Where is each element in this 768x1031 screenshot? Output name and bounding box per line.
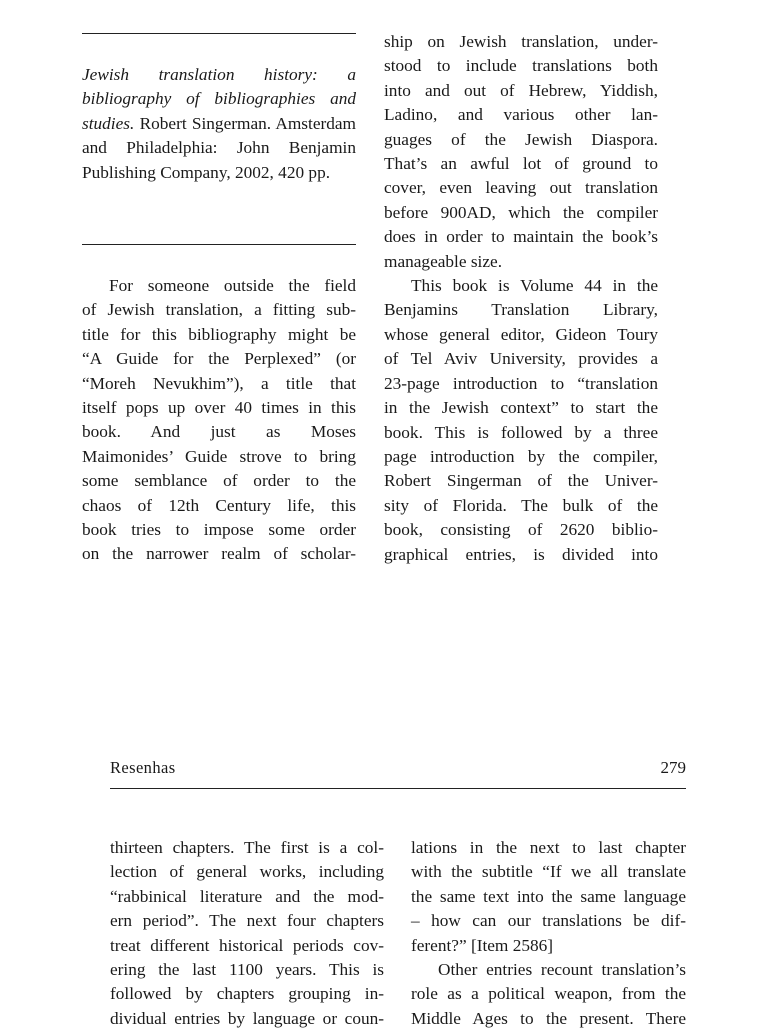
review-line: on the narrower realm of scholar-	[82, 544, 356, 564]
review-line: 23-page introduction to “translation	[384, 373, 658, 393]
body-line: ering the last 1100 years. This is	[110, 960, 384, 980]
review-line: whose general editor, Gideon Toury	[384, 324, 658, 344]
body-line: dividual entries by language or coun-	[110, 1008, 384, 1028]
review-line: graphical entries, is divided into	[384, 544, 658, 564]
review-line: title for this bibliography might be	[82, 324, 356, 344]
body-line: Other entries recount translation’s	[438, 960, 686, 980]
citation-top-rule	[82, 33, 356, 34]
review-line: before 900AD, which the compiler	[384, 202, 658, 222]
review-line: book, consisting of 2620 biblio-	[384, 520, 658, 540]
page-number: 279	[660, 758, 686, 777]
review-line: book. And just as Moses	[82, 422, 356, 442]
review-line: For someone outside the field	[109, 276, 356, 295]
review-line: “A Guide for the Perplexed” (or	[82, 349, 356, 369]
citation-bottom-rule	[82, 244, 356, 245]
review-line: book tries to impose some order	[82, 520, 356, 540]
next-page-left-column	[110, 836, 384, 1031]
review-line: some semblance of order to the	[82, 471, 356, 491]
review-line: book. This is followed by a three	[384, 422, 658, 442]
review-line: does in order to maintain the book’s	[384, 227, 658, 247]
review-left-column	[82, 274, 356, 567]
body-line: Middle Ages to the present. There	[411, 1008, 686, 1028]
body-line: treat different historical periods cov-	[110, 935, 384, 955]
review-line: in the Jewish context” to start the	[384, 398, 658, 418]
review-line: cover, even leaving out translation	[384, 178, 658, 198]
review-right-column	[384, 30, 658, 567]
body-line: role as a political weapon, from the	[411, 984, 686, 1004]
running-header-rule	[110, 788, 686, 789]
review-line: That’s an awful lot of ground to	[384, 154, 658, 174]
body-line: lection of general works, including	[110, 862, 384, 882]
body-line: “rabbinical literature and the mod-	[110, 886, 384, 906]
review-line: ship on Jewish translation, under-	[384, 32, 658, 51]
review-line: manageable size.	[384, 251, 503, 271]
review-line: Benjamins Translation Library,	[384, 300, 658, 320]
book-details: Robert Singerman. Amsterdam and Philadelphia: John Benjamin Publishing Company, 2002, 420 pp.	[82, 113, 356, 182]
review-line: “Moreh Nevukhim”), a title that	[82, 373, 356, 393]
body-line: ern period”. The next four chapters	[110, 911, 384, 931]
book-title: Jewish translation history: a bibliography of bibliographies and studies.	[82, 65, 356, 133]
review-line: sity of Florida. The bulk of the	[384, 495, 658, 515]
review-line: page introduction by the compiler,	[384, 446, 658, 466]
body-line: with the subtitle “If we all translate	[411, 862, 686, 882]
section-name: Resenhas	[110, 758, 176, 777]
review-line: chaos of 12th Century life, this	[82, 495, 356, 515]
body-line: the same text into the same language	[411, 886, 686, 906]
review-line: Robert Singerman of the Univer-	[384, 471, 658, 491]
review-line: of Tel Aviv University, provides a	[384, 349, 658, 369]
next-page-right-column	[411, 836, 686, 1031]
review-line: itself pops up over 40 times in this	[82, 398, 356, 418]
review-line: into and out of Hebrew, Yiddish,	[384, 80, 658, 100]
body-line: ferent?” [Item 2586]	[411, 935, 554, 955]
review-line: Ladino, and various other lan-	[384, 105, 658, 125]
body-line: followed by chapters grouping in-	[110, 984, 384, 1004]
body-line: – how can our translations be dif-	[411, 911, 686, 931]
review-line: This book is Volume 44 in the	[411, 276, 658, 296]
body-line: lations in the next to last chapter	[411, 838, 686, 857]
book-citation	[82, 63, 356, 185]
review-line: Maimonides’ Guide strove to bring	[82, 446, 356, 466]
body-line: thirteen chapters. The first is a col-	[110, 838, 384, 857]
review-line: guages of the Jewish Diaspora.	[384, 129, 658, 149]
review-line: stood to include translations both	[384, 56, 658, 76]
review-line: of Jewish translation, a fitting sub-	[82, 300, 356, 320]
